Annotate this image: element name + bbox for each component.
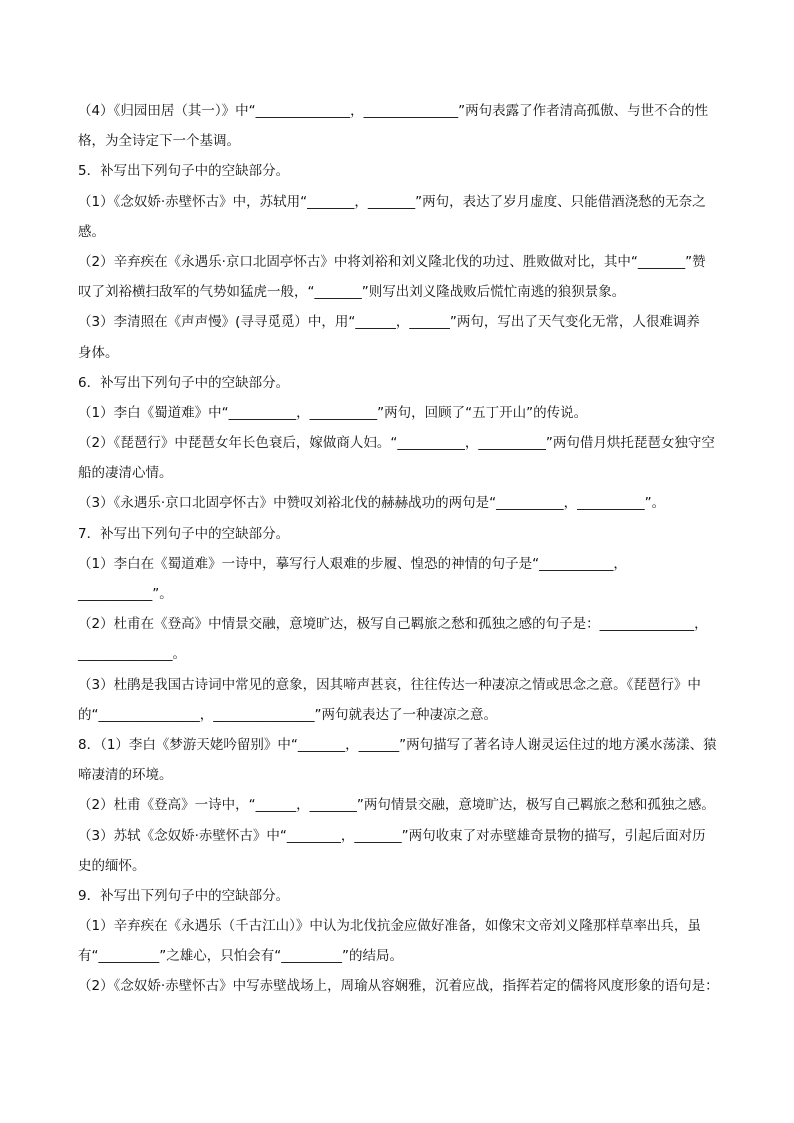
text-line: （3）李清照在《声声慢》(寻寻觅觅）中，用“______，______”两句，写出了天气变化无常，人很难调养	[78, 314, 700, 331]
text-line: 啼凄清的环境。	[78, 767, 173, 784]
text-line: ______________。	[78, 646, 186, 663]
question-heading: 9．补写出下列句子中的空缺部分。	[78, 887, 290, 904]
text-line: 感。	[78, 223, 105, 240]
text-line: （1）李白在《蜀道难》一诗中，摹写行人艰难的步履、惶恐的神情的句子是“___________，	[78, 555, 627, 572]
text-line: 船的凄清心情。	[78, 465, 173, 482]
text-line: （2）杜甫《登高》一诗中，“______，_______”两句情景交融，意境旷达，极写自己羁旅之愁和孤独之感。	[78, 797, 715, 814]
text-line: （2）《念奴娇·赤壁怀古》中写赤壁战场上，周瑜从容娴雅，沉着应战，指挥若定的儒将风度形象的语句是：	[78, 978, 719, 995]
question-heading: 6．补写出下列句子中的空缺部分。	[78, 374, 290, 391]
text-line: 史的缅怀。	[78, 857, 146, 874]
text-line: （2）《琵琶行》中琵琶女年长色衰后，嫁做商人妇。“__________，__________”两句借月烘托琵琶女独守空	[78, 435, 715, 452]
question-heading: 5．补写出下列句子中的空缺部分。	[78, 163, 290, 180]
text-line: 格，为全诗定下一个基调。	[78, 133, 240, 150]
text-line: ___________”。	[78, 586, 173, 602]
text-line: （1）李白《蜀道难》中“__________，__________”两句，回顾了“五丁开山”的传说。	[78, 404, 588, 421]
text-line: （1）《念奴娇·赤壁怀古》中，苏轼用“_______，_______”两句，表达了岁月虚度、只能借酒浇愁的无奈之	[78, 193, 706, 210]
text-line: （3）苏轼《念奴娇·赤壁怀古》中“________，_______”两句收束了对赤壁雄奇景物的描写，引起后面对历	[78, 827, 706, 844]
text-line: （4）《归园田居（其一）》中“______________，______________”两句表露了作者清高孤傲、与世不合的性	[78, 103, 709, 119]
document-body	[78, 96, 728, 1002]
text-line: （2）杜甫在《登高》中情景交融，意境旷达，极写自己羁旅之愁和孤独之感的句子是：______________，	[78, 616, 708, 633]
text-line: （1）辛弃疾在《永遇乐（千古江山）》中认为北伐抗金应做好准备，如像宋文帝刘义隆那样草率出兵，虽	[78, 918, 701, 935]
question-heading: 8．（1）李白《梦游天姥吟留别》中“_______，______”两句描写了著名诗人谢灵运住过的地方溪水荡漾、猿	[78, 736, 717, 753]
text-line: 叹了刘裕横扫敌军的气势如猛虎一般，“_______”则写出刘义隆战败后慌忙南逃的狼狈景象。	[78, 284, 626, 301]
text-line: （3）《永遇乐·京口北固亭怀古》中赞叹刘裕北伐的赫赫战功的两句是“__________，__________”。	[78, 495, 666, 512]
text-line: 有“_________”之雄心，只怕会有“_________”的结局。	[78, 948, 403, 965]
text-line: 身体。	[78, 344, 119, 361]
text-line: （3）杜鹃是我国古诗词中常见的意象，因其啼声甚哀，往往传达一种凄凉之情或思念之意。《琵琶行》中	[78, 676, 701, 693]
text-line: 的“_______________，_______________”两句就表达了一种凄凉之意。	[78, 706, 497, 723]
text-line: （2）辛弃疾在《永遇乐·京口北固亭怀古》中将刘裕和刘义隆北伐的功过、胜败做对比，其中“_______”赞	[78, 253, 706, 270]
question-heading: 7．补写出下列句子中的空缺部分。	[78, 525, 290, 542]
